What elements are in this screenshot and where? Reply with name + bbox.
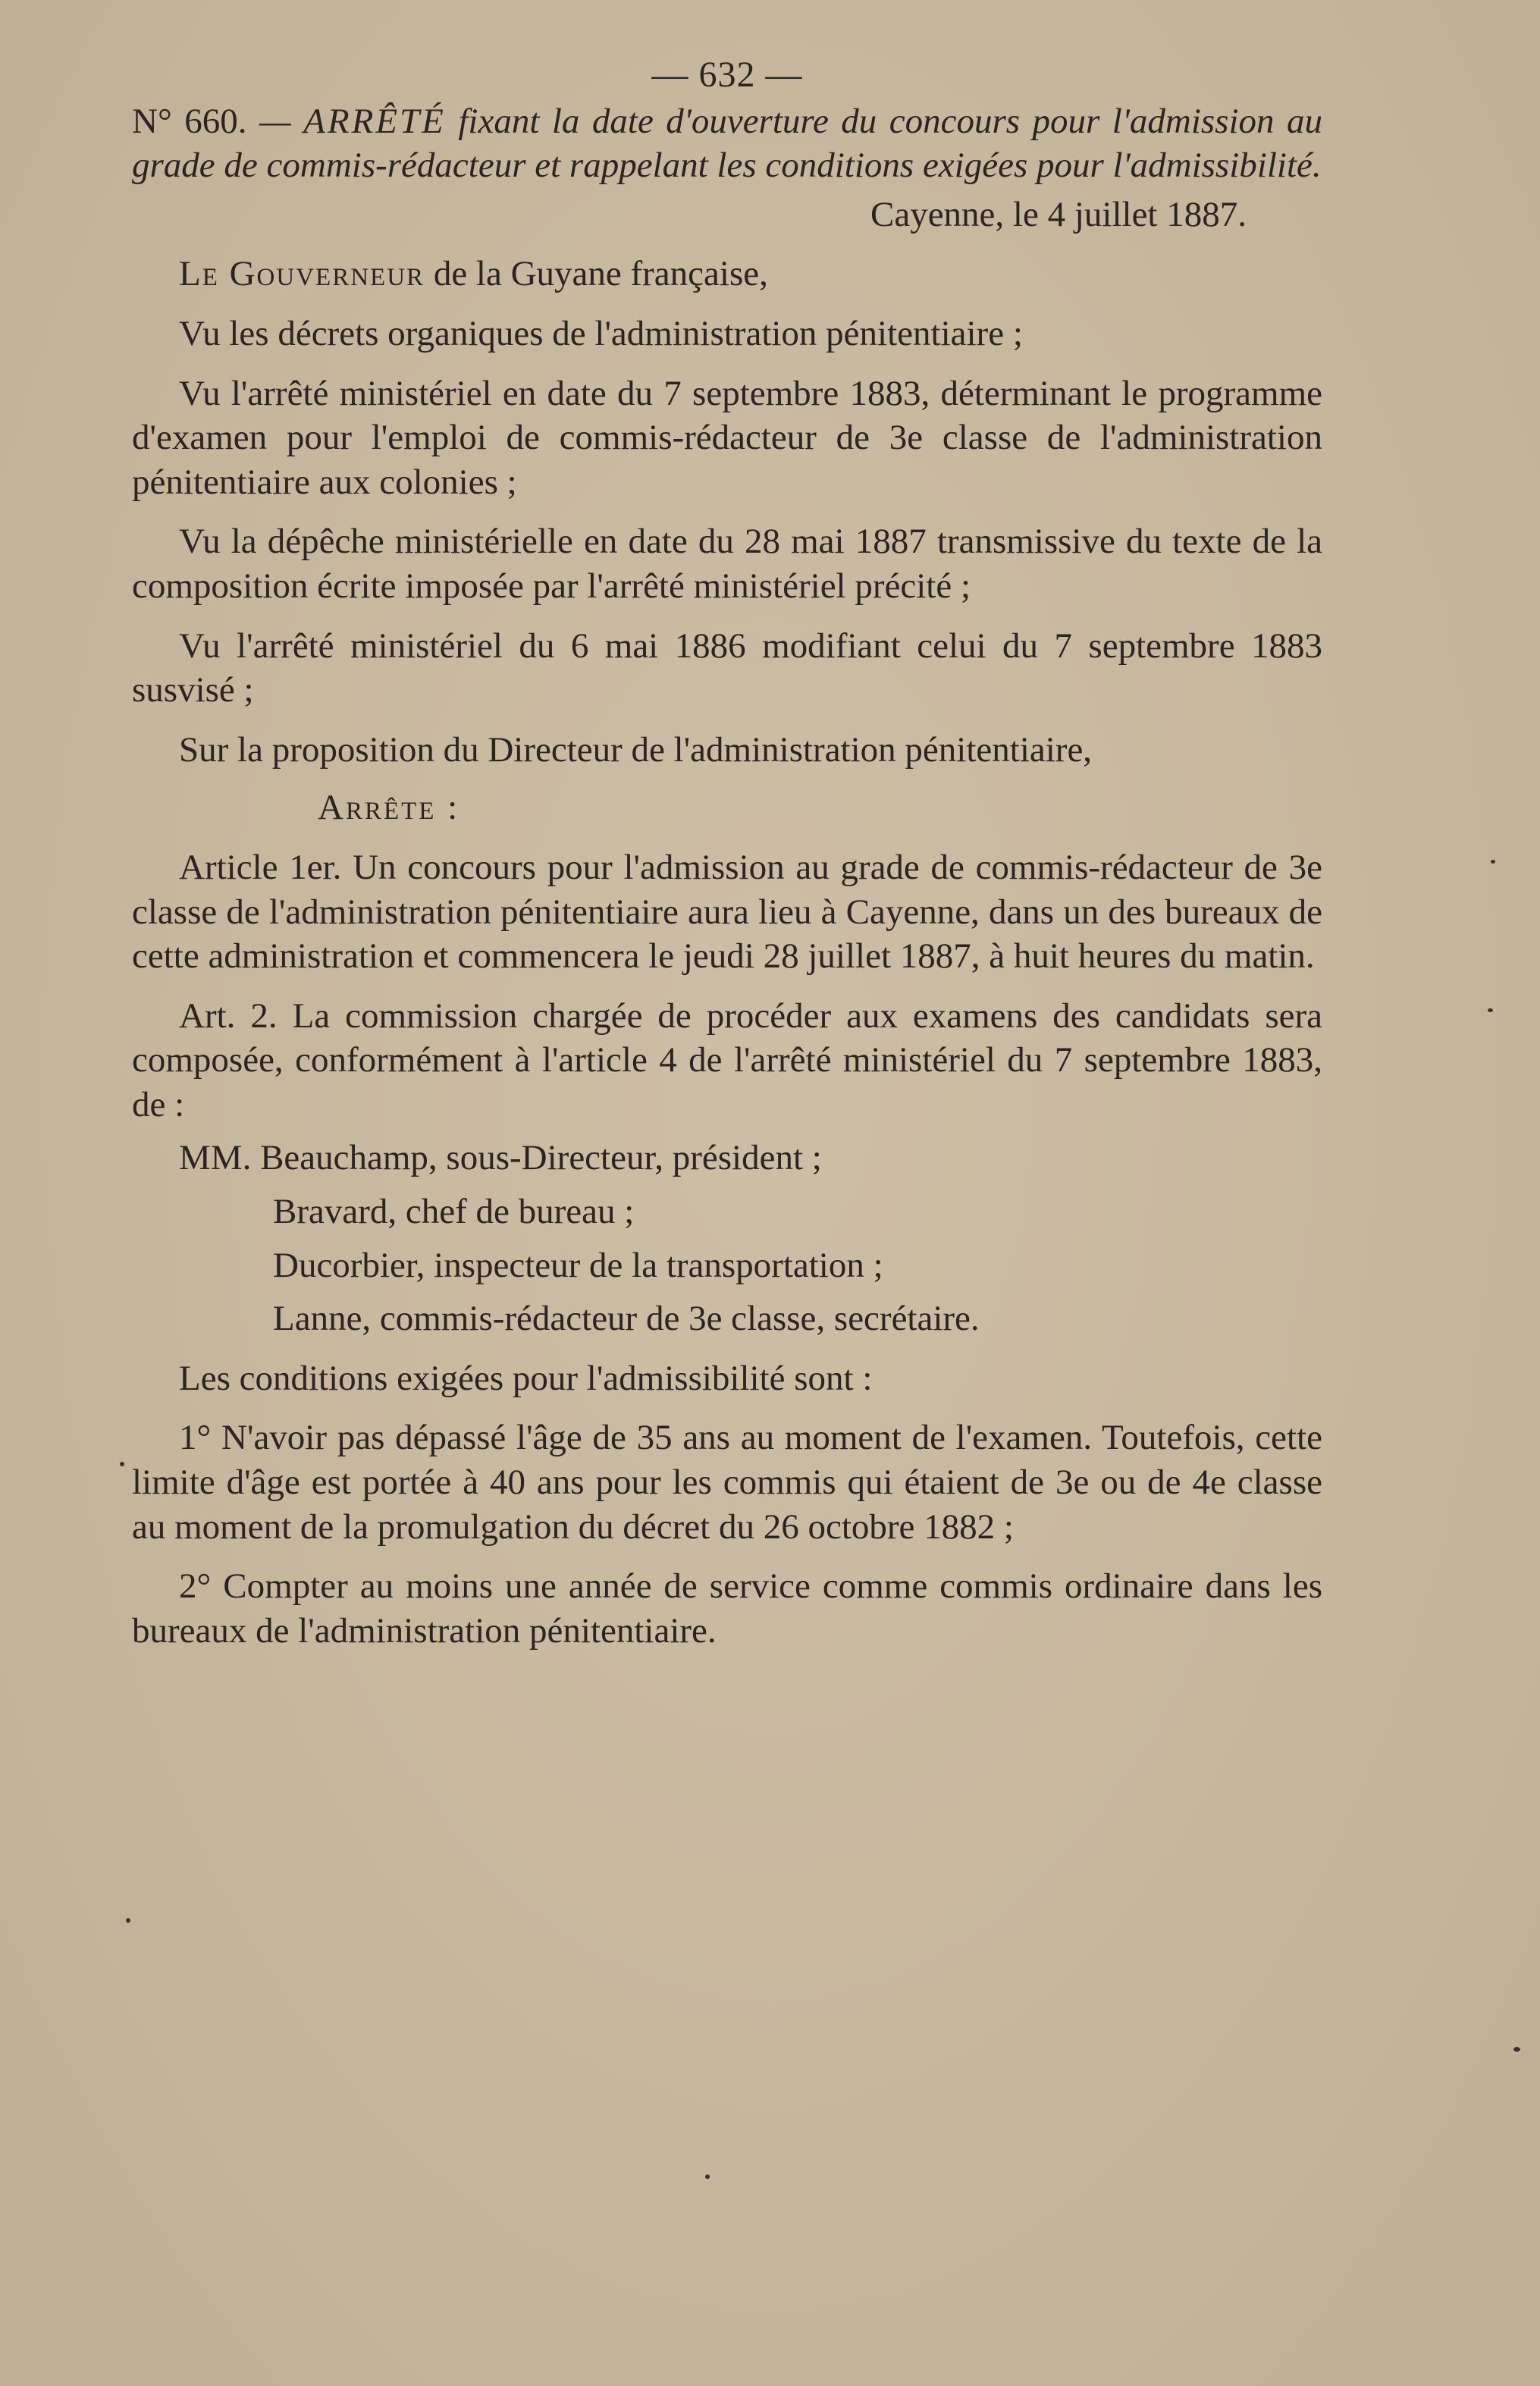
considerant-3: Vu la dépêche ministérielle en date du 28 mai 1887 transmissive du texte de la composition écrite imposée par l'arrêté ministériel précité ; <box>132 522 1322 606</box>
arrete-heading: Arrête : <box>318 788 460 828</box>
article-2-label: Art. 2. <box>179 995 278 1036</box>
decree-subject: fixant la date d'ouverture du concours pour l'admission au grade de commis-rédacteur et rappelant les conditions exigées pour l'admissibilité. <box>132 101 1322 186</box>
article-2 <box>132 994 1322 1127</box>
decree-kind: ARRÊTÉ <box>303 101 446 141</box>
condition-1: 1° N'avoir pas dépassé l'âge de 35 ans au moment de l'examen. Toutefois, cette limite d'âge est portée à 40 ans pour les commis qui étaient de 3e ou de 4e classe au moment de la promulgation du décret du 26 octobre 1882 ; <box>132 1418 1322 1547</box>
considerant-1: Vu les décrets organiques de l'administration pénitentiaire ; <box>179 313 1023 353</box>
issuer-line <box>132 252 1322 296</box>
conditions-intro: Les conditions exigées pour l'admissibilité sont : <box>179 1358 873 1398</box>
ink-speck <box>705 2174 710 2179</box>
article-1 <box>132 845 1322 979</box>
member-3: Ducorbier, inspecteur de la transportation ; <box>273 1245 883 1285</box>
issuer-rest: de la Guyane française, <box>433 254 768 294</box>
decree-heading <box>132 99 1322 188</box>
ink-speck <box>1513 2047 1520 2052</box>
date-line: Cayenne, le 4 juillet 1887. <box>870 194 1247 234</box>
ink-speck <box>120 1462 124 1466</box>
member-1: MM. Beauchamp, sous-Directeur, président ; <box>179 1138 822 1178</box>
ink-speck <box>1488 1008 1493 1012</box>
member-4: Lanne, commis-rédacteur de 3e classe, secrétaire. <box>273 1299 980 1339</box>
article-2-text: La commission chargée de procéder aux examens des candidats sera composée, conformément à l'article 4 de l'arrêté ministériel du 7 septembre 1883, de : <box>132 995 1323 1124</box>
ink-speck <box>1491 860 1495 864</box>
decree-number: N° 660. <box>132 101 247 141</box>
issuer-title: Le Gouverneur <box>179 254 425 294</box>
page-number: — 632 — <box>651 55 803 95</box>
considerant-2: Vu l'arrêté ministériel en date du 7 septembre 1883, déterminant le programme d'examen pour l'emploi de commis-rédacteur de 3e classe de l'administration pénitentiaire aux colonies ; <box>132 373 1322 502</box>
considerant-4: Vu l'arrêté ministériel du 6 mai 1886 modifiant celui du 7 septembre 1883 susvisé ; <box>132 626 1322 710</box>
document-body <box>132 53 1322 1653</box>
article-1-label: Article 1er. <box>179 847 342 887</box>
condition-2: 2° Compter au moins une année de service comme commis ordinaire dans les bureaux de l'administration pénitentiaire. <box>132 1566 1322 1651</box>
heading-dash: — <box>259 101 291 141</box>
considerant-5: Sur la proposition du Directeur de l'administration pénitentiaire, <box>179 729 1093 770</box>
ink-speck <box>126 1918 130 1923</box>
member-2: Bravard, chef de bureau ; <box>273 1192 635 1232</box>
article-1-text: Un concours pour l'admission au grade de commis-rédacteur de 3e classe de l'administration pénitentiaire aura lieu à Cayenne, dans un des bureaux de cette administration et commencera le jeudi 28 juillet 1887, à huit heures du matin. <box>132 847 1322 977</box>
